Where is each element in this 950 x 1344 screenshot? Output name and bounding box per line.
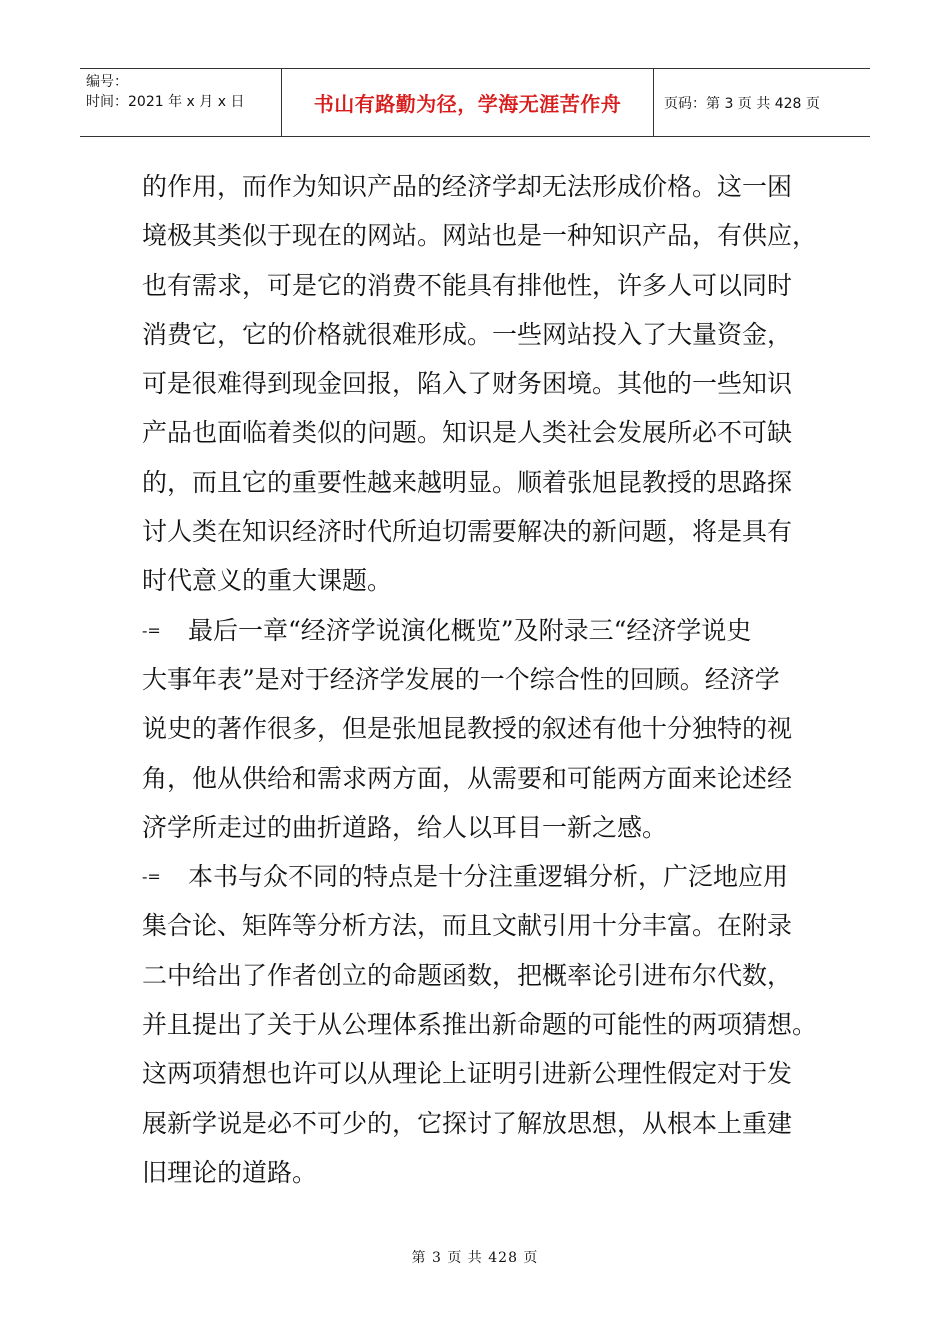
document-header <box>80 68 870 137</box>
document-date-label: 时间：2021 年 x 月 x 日 <box>86 94 245 110</box>
list-marker: -= <box>142 620 161 640</box>
header-motto: 书山有路勤为径，学海无涯苦作舟 <box>282 69 654 136</box>
page-footer: 第 3 页 共 428 页 <box>411 1250 539 1266</box>
body-line: 二中给出了作者创立的命题函数，把概率论引进布尔代数， <box>142 960 793 990</box>
list-marker: -= <box>142 867 161 886</box>
body-line: 这两项猜想也许可以从理论上证明引进新公理性假定对于发 <box>142 1059 793 1089</box>
body-line: 角，他从供给和需求两方面，从需要和可能两方面来论述经 <box>142 763 793 793</box>
body-line: 大事年表”是对于经济学发展的一个综合性的回顾。经济学 <box>142 664 780 694</box>
body-line: 的作用，而作为知识产品的经济学却无法形成价格。这一困 <box>142 172 793 201</box>
header-page-info: 页码：第 3 页 共 428 页 <box>664 95 820 112</box>
body-line: 济学所走过的曲折道路，给人以耳目一新之感。 <box>142 812 668 842</box>
body-line: 消费它，它的价格就很难形成。一些网站投入了大量资金， <box>142 319 793 349</box>
body-line: 并且提出了关于从公理体系推出新命题的可能性的两项猜想。 <box>142 1010 818 1040</box>
body-line: 时代意义的重大课题。 <box>142 566 393 596</box>
body-line: 产品也面临着类似的问题。知识是人类社会发展所必不可缺 <box>142 418 793 448</box>
body-line-text: 最后一章“经济学说演化概览”及附录三“经济学说史 <box>188 615 752 645</box>
document-body <box>142 162 842 1197</box>
document-number-label: 编号： <box>86 74 128 90</box>
body-line-text: 本书与众不同的特点是十分注重逻辑分析，广泛地应用 <box>188 862 789 892</box>
body-line: 说史的著作很多，但是张旭昆教授的叙述有他十分独特的视 <box>142 714 793 744</box>
paragraph-2-first-line <box>142 606 842 655</box>
body-line: 也有需求，可是它的消费不能具有排他性，许多人可以同时 <box>142 270 793 300</box>
body-line: 集合论、矩阵等分析方法，而且文献引用十分丰富。在附录 <box>142 911 793 941</box>
body-line: 可是很难得到现金回报，陷入了财务困境。其他的一些知识 <box>142 369 793 399</box>
body-line: 旧理论的道路。 <box>142 1157 318 1187</box>
body-line: 境极其类似于现在的网站。网站也是一种知识产品，有供应， <box>142 221 818 251</box>
header-meta-cell <box>80 69 282 136</box>
body-line: 讨人类在知识经济时代所迫切需要解决的新问题，将是具有 <box>142 517 793 547</box>
paragraph-3-first-line <box>142 852 842 901</box>
body-line: 展新学说是必不可少的，它探讨了解放思想，从根本上重建 <box>142 1108 793 1138</box>
body-line: 的，而且它的重要性越来越明显。顺着张旭昆教授的思路探 <box>142 467 793 497</box>
